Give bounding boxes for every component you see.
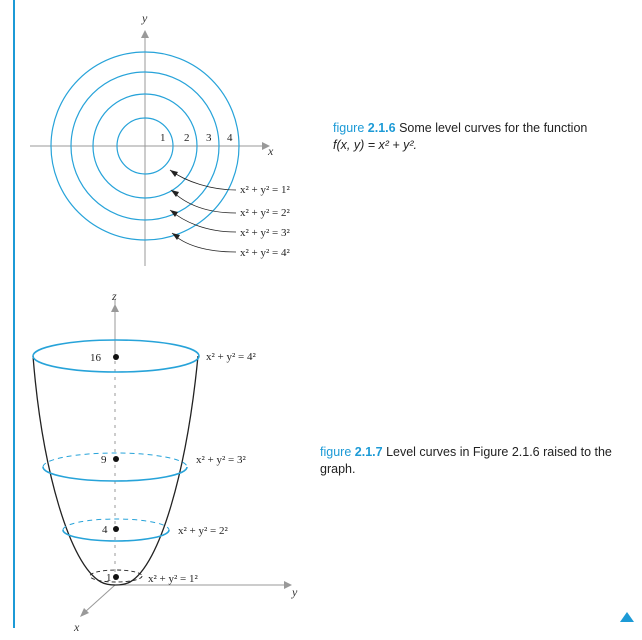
tick-label-2: 2: [184, 132, 190, 144]
equation-top-1: x² + y² = 1²: [240, 184, 290, 196]
x-axis-label: x: [268, 144, 274, 158]
equation-bottom-4: x² + y² = 2²: [178, 525, 228, 537]
level-label-16: 16: [90, 352, 101, 364]
z-axis-label: z: [112, 289, 117, 303]
equation-top-2: x² + y² = 2²: [240, 207, 290, 219]
x-axis-3d: [85, 585, 115, 612]
caption-bottom-number: 2.1.7: [354, 445, 383, 459]
equation-bottom-9: x² + y² = 3²: [196, 454, 246, 466]
caption-top-formula: f(x, y) = x² + y².: [333, 138, 418, 152]
equation-top-3: x² + y² = 3²: [240, 227, 290, 239]
figure-2-1-7: [33, 289, 298, 634]
caption-top-text: Some level curves for the function: [399, 121, 588, 135]
level-dot-1: [113, 574, 119, 580]
level-dot-9: [113, 456, 119, 462]
leader-arrow-3-icon: [170, 210, 178, 217]
y-axis-label: y: [142, 11, 148, 25]
level-dot-16: [113, 354, 119, 360]
caption-figure-2-1-6: [333, 120, 633, 154]
y-axis-3d-label: y: [292, 585, 298, 599]
caption-top-word: figure: [333, 121, 365, 135]
equation-bottom-1: x² + y² = 1²: [148, 573, 198, 585]
caption-bottom-word: figure: [320, 445, 352, 459]
leader-line-4: [172, 233, 236, 252]
tick-label-1: 1: [160, 132, 166, 144]
leader-line-1: [170, 170, 236, 190]
leader-arrow-1-icon: [170, 170, 178, 177]
x-axis-3d-label: x: [74, 620, 80, 634]
z-axis-arrow-icon: [111, 304, 119, 312]
level-label-9: 9: [101, 454, 107, 466]
caption-bottom-text: Level curves in Figure 2.1.6 raised to the graph.: [320, 445, 612, 476]
y-axis-arrow-icon: [141, 30, 149, 38]
tick-label-3: 3: [206, 132, 212, 144]
caption-figure-2-1-7: [320, 444, 630, 478]
figure-2-1-6: [30, 11, 291, 266]
level-label-4: 4: [102, 524, 108, 536]
tick-label-4: 4: [227, 132, 233, 144]
leader-line-3: [170, 210, 236, 232]
equation-bottom-16: x² + y² = 4²: [206, 351, 256, 363]
caption-top-number: 2.1.6: [367, 121, 396, 135]
end-of-example-triangle-icon: [620, 612, 634, 622]
equation-top-4: x² + y² = 4²: [240, 247, 290, 259]
level-label-1: 1: [106, 572, 112, 584]
y-axis-3d-arrow-icon: [284, 581, 292, 589]
level-dot-4: [113, 526, 119, 532]
